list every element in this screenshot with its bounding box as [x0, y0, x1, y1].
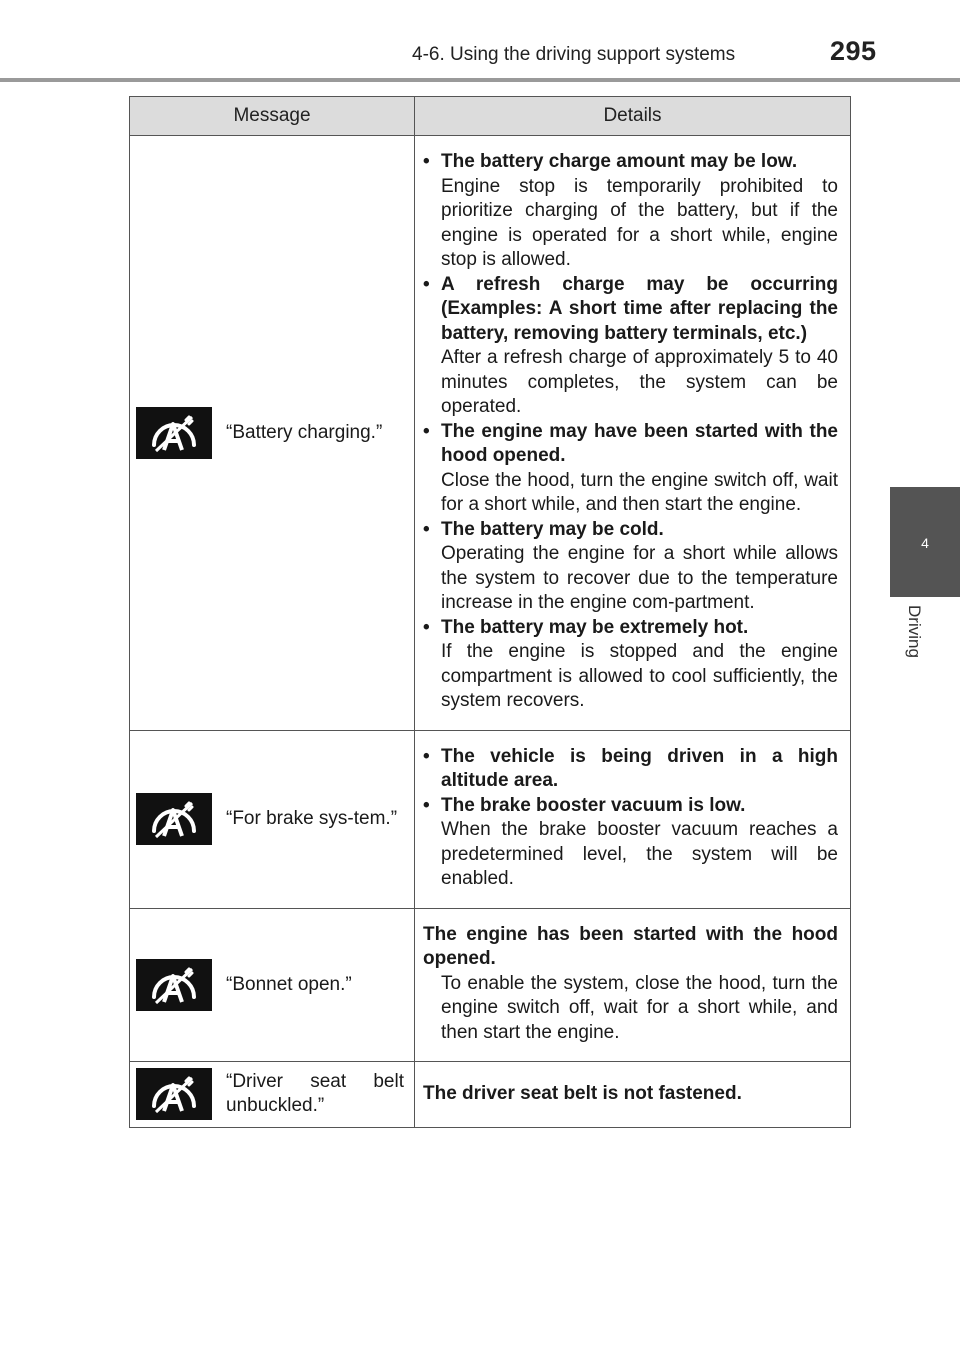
bullet-text: Operating the engine for a short while allows the system to recover due to the temperature increase in the engine com-partment. [441, 543, 838, 613]
stop-start-warning-icon [136, 1068, 212, 1120]
table-row [130, 1062, 851, 1128]
bullet-heading: The engine may have been started with the hood opened. [441, 420, 838, 466]
list-item [423, 745, 838, 794]
bullet-heading: The vehicle is being driven in a high altitude area. [441, 745, 838, 791]
bullet-icon: • [423, 151, 430, 172]
table-row [130, 136, 851, 731]
bullet-text: If the engine is stopped and the engine compartment is allowed to cool sufficiently, the system recovers. [441, 641, 838, 711]
page-number: 295 [830, 36, 877, 66]
column-header-message: Message [130, 97, 415, 136]
details-cell [415, 1062, 851, 1128]
list-item [423, 150, 838, 273]
bullet-heading: The battery charge amount may be low. [441, 151, 798, 172]
message-text: “For brake sys-tem.” [226, 807, 398, 829]
list-item [423, 273, 838, 420]
details-text: To enable the system, close the hood, turn the engine switch off, wait for a short while, and then start the engine. [441, 972, 838, 1043]
message-text: “Battery charging.” [226, 421, 383, 443]
message-text: “Bonnet open.” [226, 973, 352, 995]
message-text: “Driver seat belt unbuckled.” [226, 1070, 404, 1117]
stop-start-warning-icon [136, 793, 212, 845]
list-item [423, 518, 838, 616]
chapter-label: Driving [905, 605, 924, 658]
bullet-text: Close the hood, turn the engine switch off, wait for a short while, and then start the engine. [441, 469, 838, 515]
bullet-heading: The battery may be cold. [441, 518, 664, 540]
chapter-number: 4 [921, 535, 929, 551]
list-item [423, 794, 838, 892]
message-cell [130, 136, 415, 731]
details-cell [415, 908, 851, 1062]
bullet-icon: • [423, 420, 430, 442]
details-cell [415, 730, 851, 908]
list-item [423, 420, 838, 518]
message-cell [130, 730, 415, 908]
details-heading: The driver seat belt is not fastened. [423, 1083, 742, 1104]
bullet-heading: The battery may be extremely hot. [441, 616, 749, 638]
bullet-text: Engine stop is temporarily prohibited to prioritize charging of the battery, but if the engine is operated for a short while, engine stop is allowed. [441, 175, 838, 270]
column-header-details: Details [415, 97, 851, 136]
bullet-heading: The brake booster vacuum is low. [441, 794, 746, 816]
message-cell [130, 1062, 415, 1128]
table-header-row [130, 97, 851, 136]
details-heading: The engine has been started with the hood opened. [423, 923, 838, 969]
message-table [129, 96, 851, 1128]
bullet-text: When the brake booster vacuum reaches a predetermined level, the system will be enabled. [441, 819, 838, 889]
bullet-icon: • [423, 794, 430, 816]
bullet-icon: • [423, 518, 430, 540]
bullet-text: After a refresh charge of approximately 5 to 40 minutes completes, the system can be operated. [441, 347, 838, 417]
bullet-icon: • [423, 745, 430, 767]
table-row [130, 730, 851, 908]
bullet-heading: A refresh charge may be occurring (Examples: A short time after replacing the battery, removing battery terminals, etc.) [441, 273, 838, 344]
list-item [423, 616, 838, 714]
details-cell [415, 136, 851, 731]
stop-start-warning-icon [136, 407, 212, 459]
header-divider [0, 78, 960, 82]
bullet-icon: • [423, 616, 430, 638]
bullet-icon: • [423, 273, 430, 295]
section-title: 4-6. Using the driving support systems [412, 44, 736, 65]
message-cell [130, 908, 415, 1062]
chapter-tab [890, 487, 960, 597]
table-row [130, 908, 851, 1062]
stop-start-warning-icon [136, 959, 212, 1011]
